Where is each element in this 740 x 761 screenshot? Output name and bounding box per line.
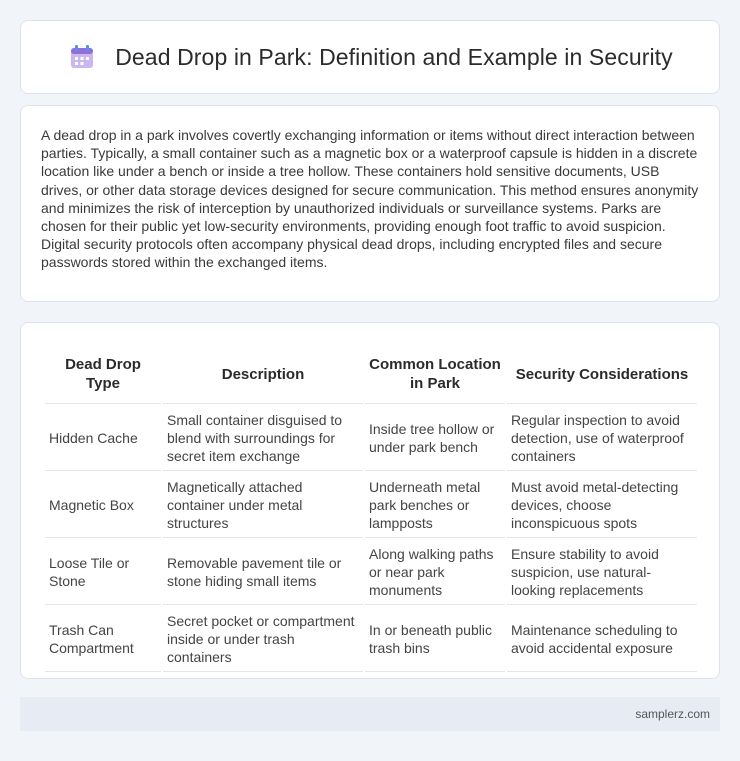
cell-location: Inside tree hollow or under park bench	[365, 406, 505, 471]
header-common-location: Common Location in Park	[365, 345, 505, 404]
header-dead-drop-type: Dead Drop Type	[45, 345, 161, 404]
calendar-icon	[67, 42, 97, 72]
footer	[20, 697, 720, 731]
cell-description: Secret pocket or compartment inside or under trash containers	[163, 607, 363, 672]
cell-security: Must avoid metal-detecting devices, choose inconspicuous spots	[507, 473, 697, 538]
dead-drop-table	[43, 343, 699, 674]
header-description: Description	[163, 345, 363, 404]
table-row	[45, 406, 697, 471]
cell-description: Magnetically attached container under metal structures	[163, 473, 363, 538]
cell-location: In or beneath public trash bins	[365, 607, 505, 672]
intro-paragraph: A dead drop in a park involves covertly exchanging information or items without direct interaction between parties. Typically, a small container such as a magnetic box or a waterproof capsule is hidden in a discrete location like under a bench or inside a tree hollow. These containers hold sensitive documents, USB drives, or other data storage devices designed for secure communication. This method ensures anonymity and minimizes the risk of interception by unauthorized individuals or surveillance systems. Parks are chosen for their public yet low-security environments, providing enough foot traffic to avoid suspicion. Digital security protocols often accompany physical dead drops, including encrypted files and secure passwords stored within the exchanged items.	[41, 127, 699, 271]
cell-security: Maintenance scheduling to avoid accidental exposure	[507, 607, 697, 672]
footer-site-link[interactable]: samplerz.com	[635, 707, 710, 721]
cell-security: Regular inspection to avoid detection, use of waterproof containers	[507, 406, 697, 471]
cell-type: Loose Tile or Stone	[45, 540, 161, 605]
cell-security: Ensure stability to avoid suspicion, use natural-looking replacements	[507, 540, 697, 605]
table-row	[45, 473, 697, 538]
cell-description: Small container disguised to blend with surroundings for secret item exchange	[163, 406, 363, 471]
table-row	[45, 540, 697, 605]
intro-card	[20, 105, 720, 302]
table-header-row	[45, 345, 697, 404]
cell-type: Trash Can Compartment	[45, 607, 161, 672]
table-row	[45, 607, 697, 672]
cell-type: Hidden Cache	[45, 406, 161, 471]
cell-description: Removable pavement tile or stone hiding small items	[163, 540, 363, 605]
cell-type: Magnetic Box	[45, 473, 161, 538]
header-security-considerations: Security Considerations	[507, 345, 697, 404]
cell-location: Along walking paths or near park monuments	[365, 540, 505, 605]
cell-location: Underneath metal park benches or lampposts	[365, 473, 505, 538]
page-title: Dead Drop in Park: Definition and Example in Security	[115, 43, 673, 70]
table-card	[20, 322, 720, 679]
title-card	[20, 20, 720, 94]
